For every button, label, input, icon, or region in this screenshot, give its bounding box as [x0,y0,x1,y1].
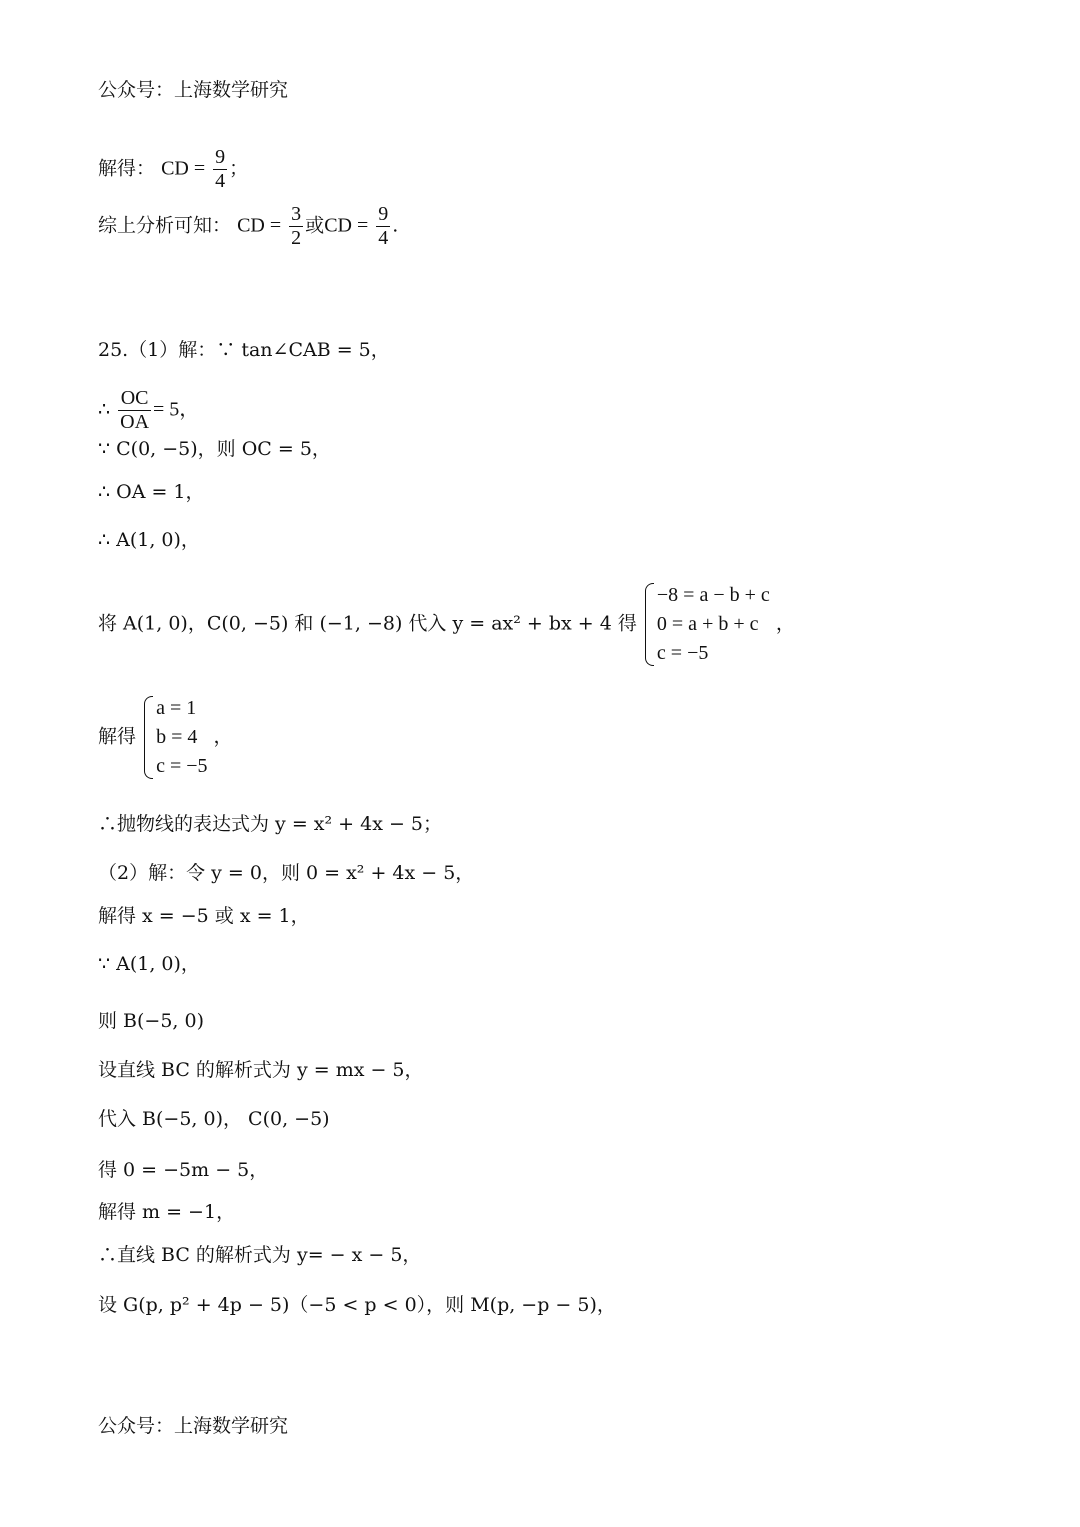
solution-line-cd [98,146,248,193]
therefore: ∴ [98,398,111,421]
equation: b = 4 [156,726,198,748]
text: 综上分析可知： [98,214,232,237]
equation-system [645,581,770,668]
numerator: 3 [291,203,302,225]
solution-system-line [98,694,233,781]
text: ； [229,157,249,180]
equation: 0 = a + b + c [656,613,759,635]
math: = 5， [153,398,200,421]
oc-ratio-line [98,387,199,434]
equation: c = −5 [656,642,709,664]
denominator: 2 [291,227,302,249]
part-2-line: （2）解：令 y = 0，则 0 = x² + 4x − 5， [98,862,475,884]
fraction [118,387,151,434]
equation-zero-line: 得 0 = −5m − 5， [98,1159,269,1181]
numerator: 9 [378,203,389,225]
text: . [392,214,399,237]
math: CD = [237,214,282,237]
fraction [289,203,303,250]
page-header: 公众号：上海数学研究 [98,79,289,101]
summary-line [98,203,398,250]
denominator: 4 [378,227,389,249]
b-point-line: 则 B(−5, 0) [98,1010,205,1032]
bc-substitute-line: 代入 B(−5, 0)， C(0, −5) [98,1108,330,1130]
text: 将 A(1, 0)，C(0, −5) 和 (−1, −8) 代入 y = ax² + bx + 4 得 [98,612,637,635]
math: CD = [161,157,206,180]
bc-result-line: ∴直线 BC 的解析式为 y= − x − 5， [98,1244,422,1266]
bc-setup-line: 设直线 BC 的解析式为 y = mx − 5， [98,1059,424,1081]
equation-system [144,694,207,781]
denominator: OA [120,411,150,433]
page-footer: 公众号：上海数学研究 [98,1415,289,1437]
text: ， [775,612,795,635]
fraction [213,146,227,193]
a-point-again-line: ∵ A(1, 0)， [98,953,200,975]
c-point-line: ∵ C(0, −5)，则 OC = 5， [98,438,331,460]
g-setup-line: 设 G(p, p² + 4p − 5)（−5 < p < 0），则 M(p, −p − 5)， [98,1294,616,1316]
question-25: 25.（1）解：∵ tan∠CAB = 5， [98,339,390,361]
denominator: 4 [215,170,226,192]
numerator: OC [118,387,151,411]
text: 解得： [98,157,156,180]
fraction [376,203,390,250]
parabola-line: ∴抛物线的表达式为 y = x² + 4x − 5； [98,813,442,835]
math: CD = [324,214,369,237]
substitution-line [98,581,795,668]
text: 或 [305,214,325,237]
equation: −8 = a − b + c [656,584,770,606]
m-value-line: 解得 m = −1， [98,1201,236,1223]
numerator: 9 [215,146,226,168]
text: ， [213,725,233,748]
brace [144,696,153,779]
equation: c = −5 [156,755,208,777]
brace [645,583,654,666]
equation: a = 1 [156,697,197,719]
text: 解得 [98,725,137,748]
a-point-line: ∴ A(1, 0)， [98,529,200,551]
x-solutions-line: 解得 x = −5 或 x = 1， [98,905,310,927]
oa-line: ∴ OA = 1， [98,481,205,503]
